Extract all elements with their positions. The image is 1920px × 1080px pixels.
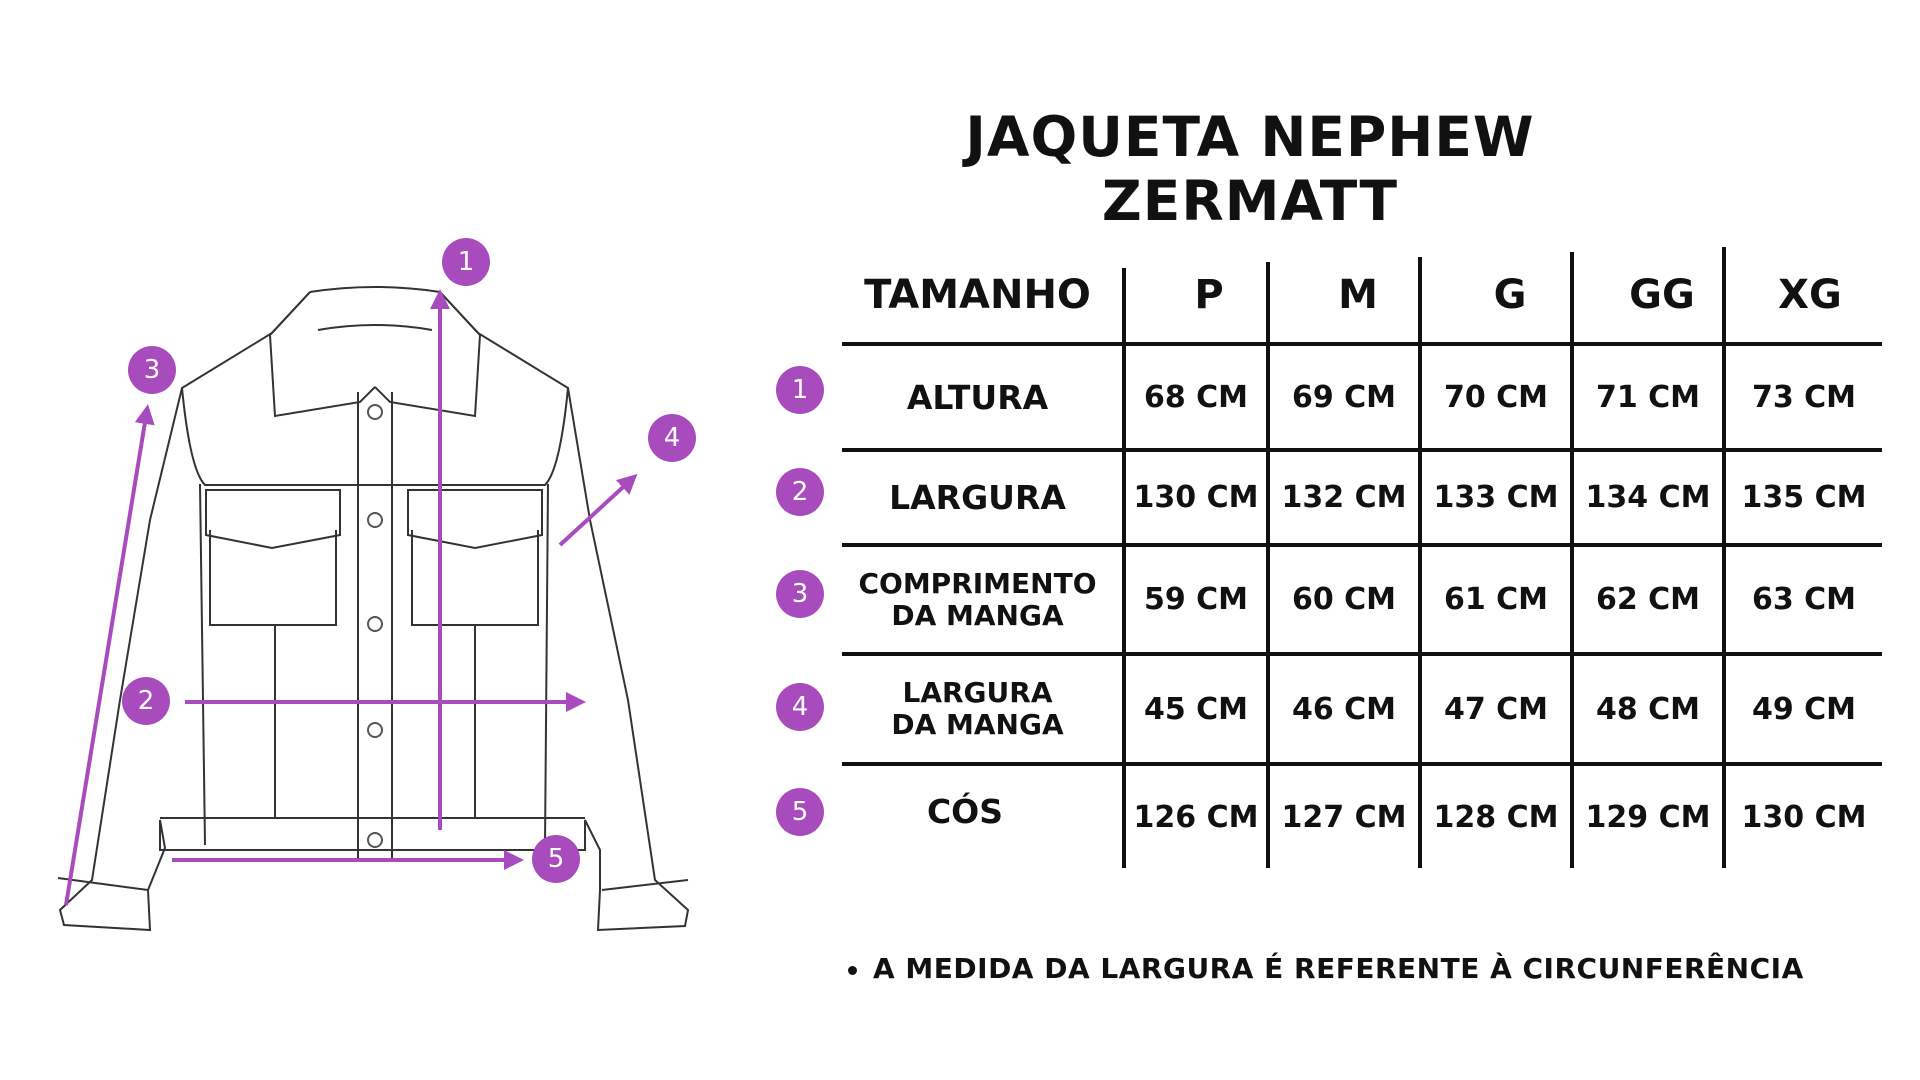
row-number-badge: 4 bbox=[776, 683, 824, 731]
table-cell: 134 CM bbox=[1585, 480, 1711, 515]
table-cell: 132 CM bbox=[1281, 480, 1407, 515]
header-size-label: TAMANHO bbox=[864, 272, 1091, 318]
row-label-largura: LARGURA bbox=[889, 478, 1066, 517]
table-cell: 133 CM bbox=[1433, 480, 1559, 515]
row-number-badge: 5 bbox=[776, 788, 824, 836]
jacket-diagram bbox=[0, 0, 760, 1080]
table-cell: 59 CM bbox=[1143, 582, 1249, 617]
row-number-badge: 3 bbox=[776, 570, 824, 618]
row-label-altura: ALTURA bbox=[906, 377, 1049, 417]
table-cell: 130 CM bbox=[1741, 799, 1867, 835]
footnote-text: A MEDIDA DA LARGURA É REFERENTE À CIRCUNFERÊNCIA bbox=[873, 952, 1804, 985]
table-cell: 45 CM bbox=[1143, 691, 1249, 727]
marker-5: 5 bbox=[532, 835, 580, 883]
table-cell: 135 CM bbox=[1741, 480, 1867, 515]
row-label-comprimento-manga bbox=[845, 547, 1110, 652]
header-size-p: P bbox=[1194, 272, 1224, 318]
header-size-xg: XG bbox=[1778, 272, 1842, 318]
table-cell: 60 CM bbox=[1291, 582, 1397, 617]
table-cell: 128 CM bbox=[1433, 799, 1559, 835]
row-label-line: COMPRIMENTO bbox=[858, 566, 1097, 600]
row-label-cos: CÓS bbox=[926, 791, 1004, 831]
marker-3: 3 bbox=[128, 346, 176, 394]
bullet-icon bbox=[848, 966, 857, 975]
table-cell: 68 CM bbox=[1143, 379, 1249, 415]
row-number-badge: 1 bbox=[776, 366, 824, 414]
table-cell: 127 CM bbox=[1281, 799, 1407, 835]
row-label-line: LARGURA bbox=[902, 676, 1053, 709]
row-label-largura-manga bbox=[845, 656, 1110, 762]
header-size-g: G bbox=[1493, 272, 1527, 318]
table-cell: 48 CM bbox=[1595, 691, 1701, 727]
marker-4: 4 bbox=[648, 414, 696, 462]
page-title: JAQUETA NEPHEW ZERMATT bbox=[965, 105, 1535, 233]
row-label-line: DA MANGA bbox=[891, 598, 1064, 632]
table-cell: 46 CM bbox=[1291, 691, 1397, 727]
marker-1: 1 bbox=[442, 238, 490, 286]
table-cell: 73 CM bbox=[1751, 379, 1857, 415]
header-size-gg: GG bbox=[1629, 272, 1695, 318]
row-number-badge: 2 bbox=[776, 468, 824, 516]
table-cell: 69 CM bbox=[1291, 379, 1397, 415]
arrow-comprimento-manga bbox=[66, 410, 147, 905]
table-cell: 70 CM bbox=[1443, 379, 1549, 415]
header-size-m: M bbox=[1338, 272, 1378, 318]
footnote bbox=[848, 952, 1804, 985]
marker-2: 2 bbox=[122, 677, 170, 725]
table-cell: 62 CM bbox=[1595, 582, 1701, 617]
table-cell: 61 CM bbox=[1443, 582, 1549, 617]
row-label-line: DA MANGA bbox=[891, 708, 1064, 741]
table-cell: 130 CM bbox=[1133, 480, 1259, 515]
table-cell: 129 CM bbox=[1585, 799, 1711, 835]
table-cell: 63 CM bbox=[1751, 582, 1857, 617]
arrow-largura-manga bbox=[560, 478, 633, 545]
table-cell: 49 CM bbox=[1751, 691, 1857, 727]
table-cell: 47 CM bbox=[1443, 691, 1549, 727]
table-cell: 71 CM bbox=[1595, 379, 1701, 415]
table-cell: 126 CM bbox=[1133, 799, 1259, 835]
